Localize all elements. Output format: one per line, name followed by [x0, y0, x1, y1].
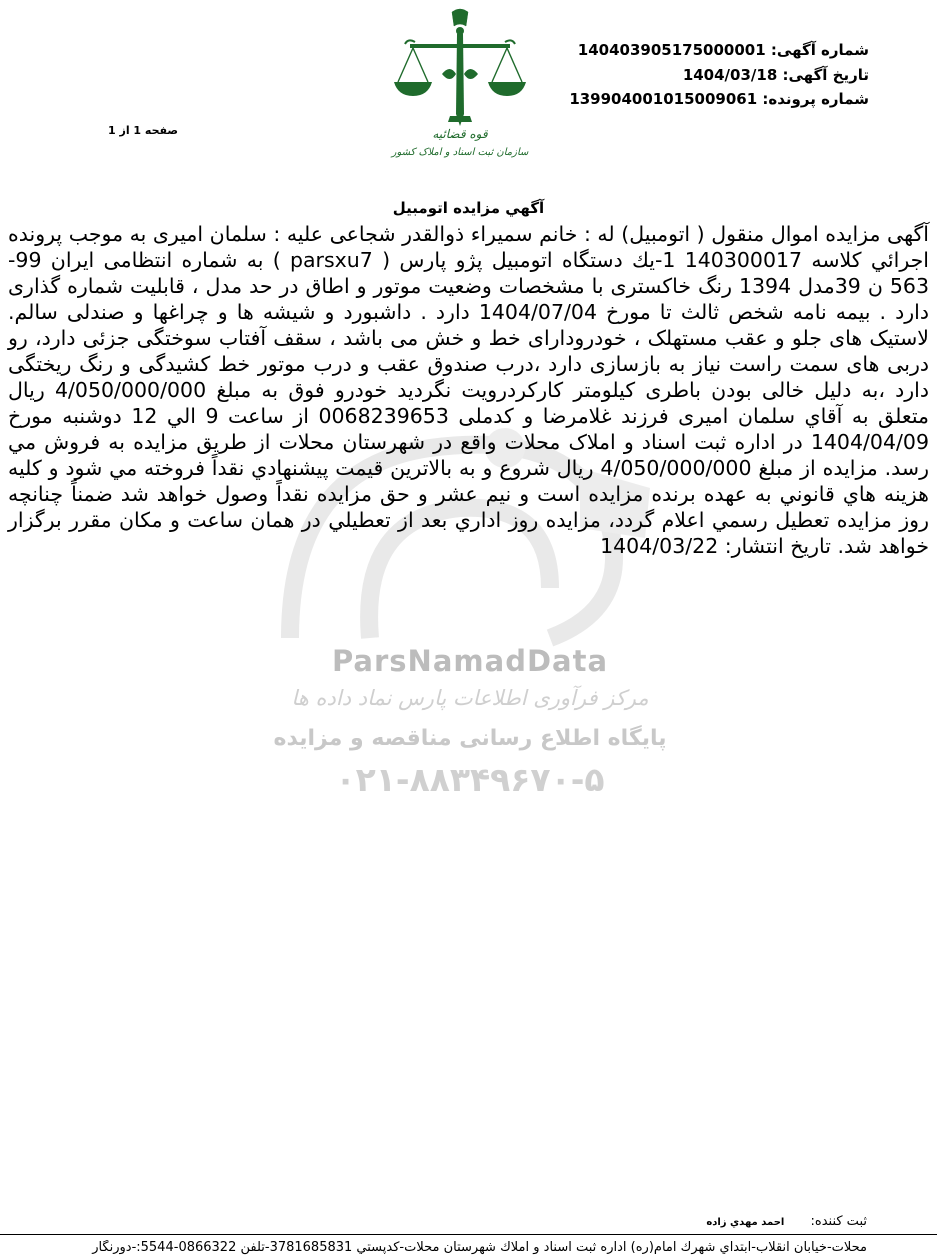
emblem-line-2: سازمان ثبت اسناد و املاک کشور: [391, 147, 529, 158]
notice-paragraph: آگهی مزایده اموال منقول ( اتومبیل) له : خانم سمیراء ذوالقدر شجاعی علیه : سلمان امیری به موجب پرونده اجرائي کلاسه 140300017 1-یك دستگاه اتومبیل پژو پارس ( parsxu7 ) به شماره انتظامی ایران 99- 563 ن 39مدل 1394 رنگ خاکستری با مشخصات وضعیت موتور و اطاق در حد مدل ، قابلیت شماره گذاری دارد . بیمه نامه شخص ثالث تا مورخ 1404/07/04 دارد . داشبورد و شیشه ها و چراغها و صندلی سالم. لاستیک های جلو و عقب مستهلک ، خودرودارای خط و خش می باشد ، سقف آفتاب سوختگی جزئی دارد، رو دربی های سمت راست نیاز به بازسازی دارد ،درب صندوق عقب و درب موتور خط کشیدگی و رنگ ریختگی دارد ،به دلیل خالی بودن باطری کیلومتر کارکردرویت نگردید خودرو فوق به مبلغ 4/050/000/000 ریال متعلق به آقاي سلمان امیری فرزند غلامرضا و کدملی 0068239653 از ساعت 9 الي 12 دوشنبه مورخ 1404/04/09 در اداره ثبت اسناد و املاک محلات واقع در شهرستان محلات از طریق مزایده به فروش مي رسد. مزایده از مبلغ 4/050/000/000 ریال شروع و به بالاترین قیمت پیشنهادي نقداً فروخته مي شود و کلیه هزینه هاي قانوني به عهده برنده مزایده است و نیم عشر و حق مزایده نقداً وصول خواهد شد ضمناً چنانچه روز مزایده تعطیل رسمي اعلام گردد، مزایده روز اداري بعد از تعطیلي در همان ساعت و مکان مقرر برگزار خواهد شد. تاریخ انتشار: 1404/03/22: [8, 222, 930, 558]
judiciary-scales-emblem-icon: [380, 4, 540, 162]
notice-date: تاریخ آگهی: 1404/03/18: [682, 65, 869, 84]
watermark-brand: ParsNamadData: [331, 644, 609, 678]
notice-metadata: [569, 38, 869, 112]
watermark-line-1: مرکز فرآوری اطلاعات پارس نماد داده ها: [291, 686, 649, 710]
footer-divider: [0, 1234, 937, 1235]
watermark-phone: ۰۲۱-۸۸۳۴۹۶۷۰-۵: [335, 760, 605, 799]
registrar-label: ثبت کننده:: [810, 1214, 867, 1229]
notice-body: [8, 221, 929, 559]
page-number: صفحه 1 از 1: [108, 124, 179, 137]
case-number: شماره پرونده: 139904001015009061: [569, 90, 869, 108]
registrar: [706, 1214, 867, 1229]
judiciary-emblem: [380, 4, 540, 162]
notice-title: آگهي مزایده اتومبیل: [392, 199, 545, 217]
notice-number: شماره آگهی: 140403905175000001: [577, 41, 869, 59]
watermark-line-2: پایگاه اطلاع رسانی مناقصه و مزایده: [273, 726, 667, 751]
office-address: محلات-خیابان انقلاب-ابتداي شهرك امام(ره) اداره ثبت اسناد و املاك شهرستان محلات-كدپستي 3781685831-تلفن 0866322-5544:-دورنگار: [92, 1240, 867, 1255]
registrar-name: احمد مهدي زاده: [706, 1217, 785, 1228]
emblem-line-1: قوه قضائیه: [432, 127, 488, 141]
